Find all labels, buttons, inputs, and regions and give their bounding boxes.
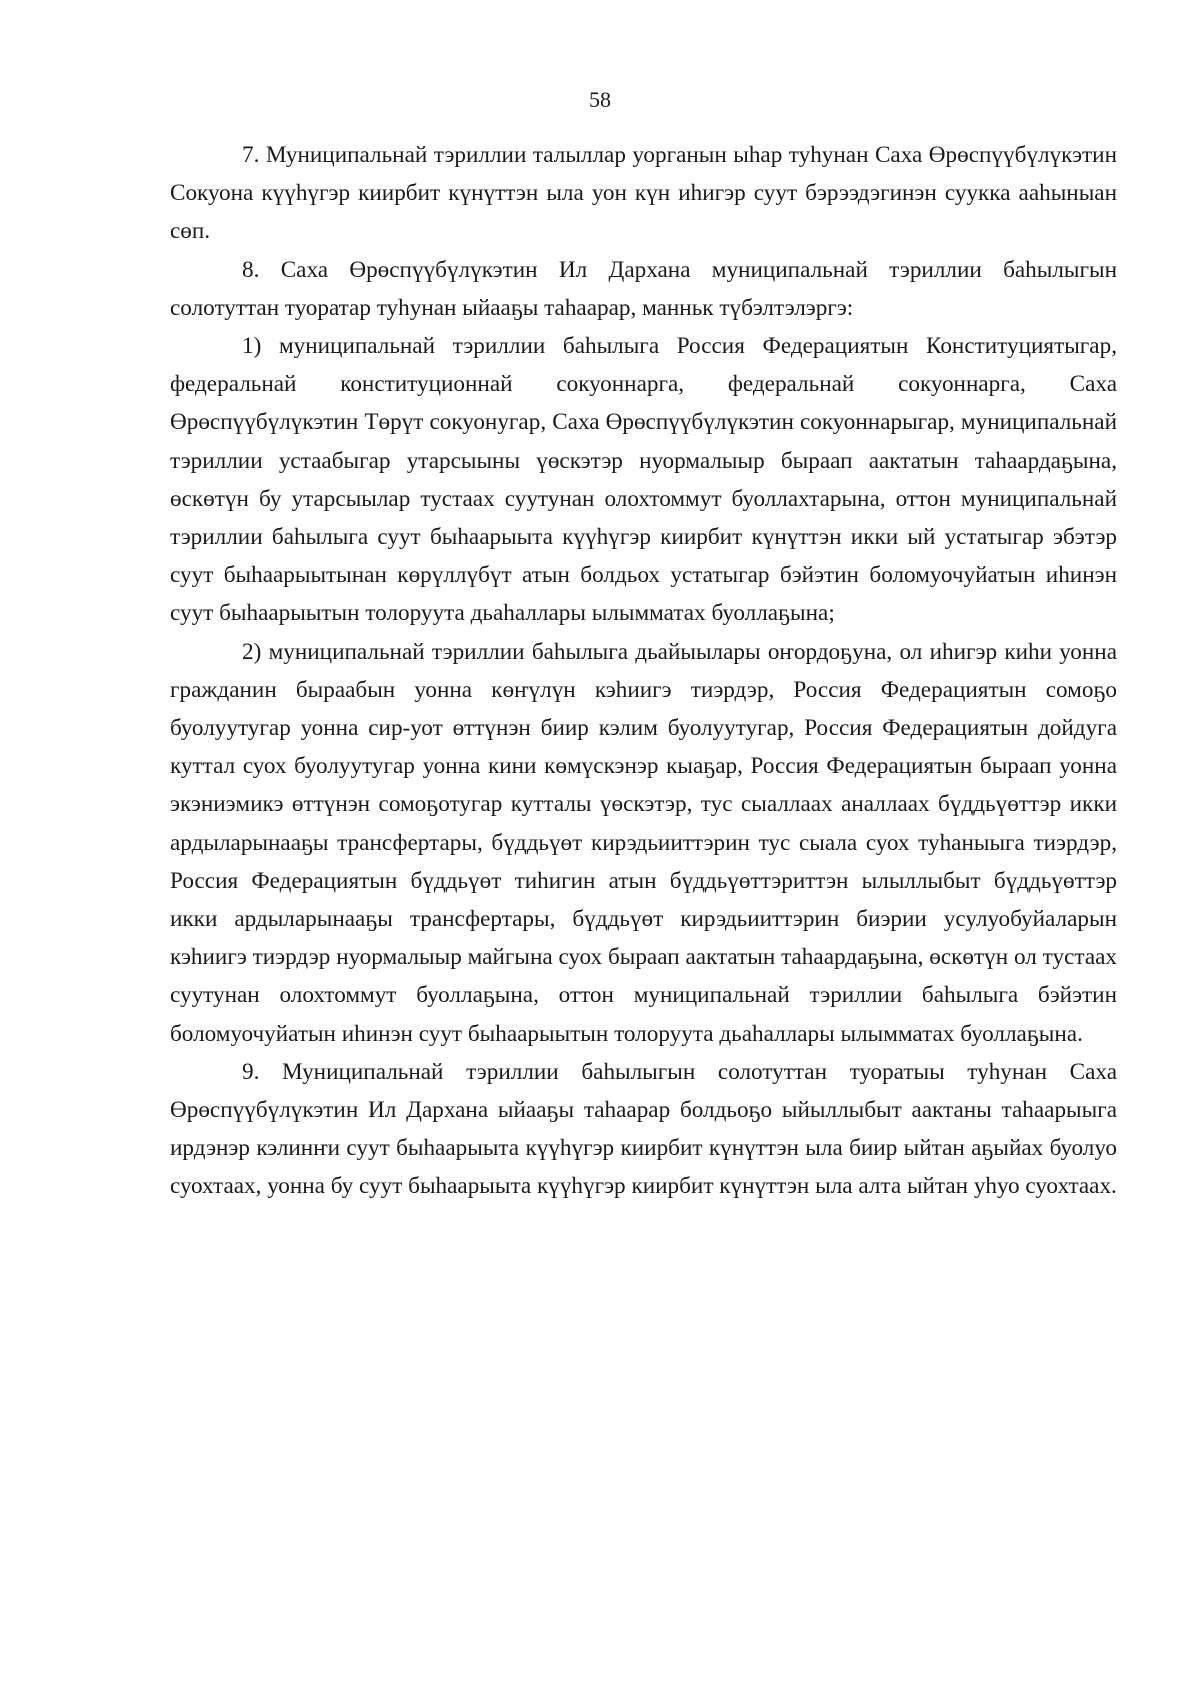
page-number: 58: [589, 87, 611, 112]
paragraph-item-7: 7. Муниципальнай тэриллии талыллар уорганын ыhар туhунан Саха Өрөспүүбүлүкэтин Сокуона күүhүгэр киирбит күнүттэн ыла уон күн иhигэр суут бэрээдэгинэн суукка ааhыныан сөп.: [170, 142, 1117, 245]
paragraph-item-8: 8. Саха Өрөспүүбүлүкэтин Ил Дархана муниципальнай тэриллии баhылыгын солотуттан туоратар туhунан ыйааҕы таhаарар, манньк түбэлтэлэргэ:: [170, 256, 1117, 321]
paragraph-subitem-1: 1) муниципальнай тэриллии баhылыга Россия Федерациятын Конституциятыгар, федеральнай конституционнай сокуоннарга, федеральнай сокуоннарга, Саха Өрөспүүбүлүкэтин Төрүт сокуонугар, Саха Өрөспүүбүлүкэтин сокуоннарыгар, муниципальнай тэриллии устаабыгар утарсыыны үөскэтэр нуормалыыр быраап аактатын таhаардаҕына, өскөтүн бу утарсыылар тустаах суутунан олохтоммут буоллахтарына, оттон муниципальнай тэриллии баhылыга суут быhаарыыта күүhүгэр киирбит күнүттэн икки ый устатыгар эбэтэр суут быhаарыытынан көрүллүбүт атын болдьох устатыгар бэйэтин боломуочуйатын иhинэн суут быhаарыытын толоруута дьаhаллары ылымматах буоллаҕына;: [170, 333, 1117, 627]
paragraph-subitem-2: 2) муниципальнай тэриллии баhылыга дьайыылары оҥордоҕуна, ол иhигэр киhи уонна гражданин быраабын уонна көҥүлүн кэhиигэ тиэрдэр, Россия Федерациятын сомоҕо буолуутугар уонна сир-уот өттүнэн биир кэлим буолуутугар, Россия Федерациятын дойдуга куттал суох буолуутугар уонна кини көмүскэнэр кыаҕар, Россия Федерациятын быраап уонна экэниэмикэ өттүнэн сомоҕотугар кутталы үөскэтэр, тус сыаллаах аналлаах бүддьүөттэр икки ардыларынааҕы трансфертары, бүддьүөт кирэдьииттэрин тус сыала суох туhаныыга тиэрдэр, Россия Федерациятын бүддьүөт тиhигин атын бүддьүөттэриттэн ылыллыбыт бүддьүөттэр икки ардыларынааҕы трансфертары, бүддьүөт кирэдьииттэрин биэрии усулуобуйаларын кэhиигэ тиэрдэр нуормалыыр майгына суох быраап аактатын таhаардаҕына, өскөтүн ол тустаах суутунан олохтоммут буоллаҕына, оттон муниципальнай тэриллии баhылыга бэйэтин боломуочуйатын иhинэн суут быhаарыытын толоруута дьаhаллары ылымматах буоллаҕына.: [170, 638, 1117, 1047]
paragraph-item-9: 9. Муниципальнай тэриллии баhылыгын солотуттан туоратыы туhунан Саха Өрөспүүбүлүкэтин Ил Дархана ыйааҕы таhаарар болдьоҕо ыйыллыбыт аактаны таhаарыыга ирдэнэр кэлинҥи суут быhаарыыта күүhүгэр киирбит күнүттэн ыла биир ыйтан аҕыйах буолуо суохтаах, уонна бу суут быhаарыыта күүhүгэр киирбит күнүттэн ыла алта ыйтан уhуо суохтаах.: [170, 1058, 1117, 1200]
document-body: [170, 136, 1117, 1206]
